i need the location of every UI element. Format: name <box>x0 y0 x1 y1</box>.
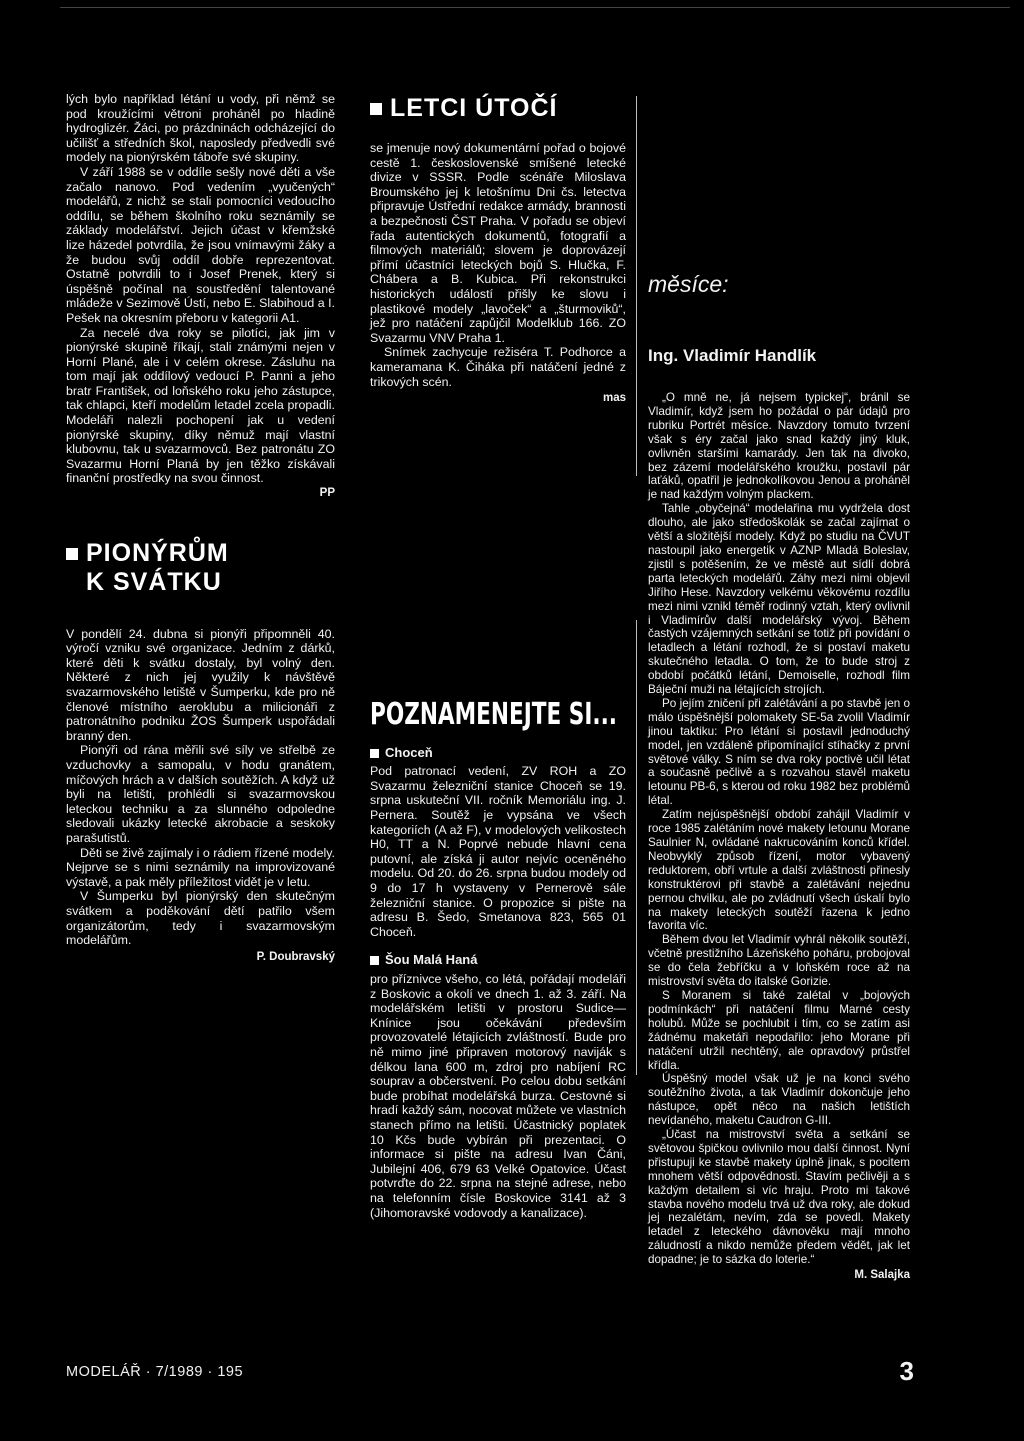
square-bullet-icon <box>66 548 78 560</box>
subheading-chocen <box>370 746 626 761</box>
article-paragraph: S Moranem si také zalétal v „bojových podmínkách“ při natáčení filmu Marné cesty holubů. Může se pochlubit i tím, co se zatím asi žádnému maketáři nepodařilo: jeho Morane při natáčení utržil nechtěný, ale opravdový průstřel křídla. <box>648 988 910 1072</box>
square-bullet-icon <box>370 103 382 115</box>
heading-letci <box>370 94 626 123</box>
article-paragraph: V září 1988 se v oddíle sešly nové děti a vše začalo nanovo. Pod vedením „vyučených“ modelářů, z nichž se stali pomocníci vedoucího oddílu, se během školního roku seznámily se základy modelářství. Jejich účast v křemžské lize házedel potvrdila, že jsou vnímavými žáky a že budou svůj oddíl dobře reprezentovat. Ostatně potvrdili to i Josef Prenek, který si úspěšně počínal na soustředění talentované mládeže v Sezimově Ústí, nebo E. Slabihoud a I. Pešek na okresním přeboru v kategorii A1. <box>66 164 335 325</box>
article-paragraph: Pod patronací vedení, ZV ROH a ZO Svazarmu železniční stanice Choceň se 19. srpna uskuteční VII. ročník Memoriálu ing. J. Pernera. Soutěž je vypsána ve všech kategoriích (A až F), v modelových velikostech H0, TT a N. Poprvé nebude hlavní cena putovní, ale získá ji autor nejvíc oceněného modelu. Od 20. do 26. srpna budou modely od 9 do 17 h vystaveny v Pernerově sále železniční stanice. O propozice si pište na adresu B. Šedo, Smetanova 823, 565 01 Choceň. <box>370 764 626 939</box>
signature-doubravsky: P. Doubravský <box>256 950 335 963</box>
article-paragraph: V pondělí 24. dubna si pionýři připomněli 40. výročí vzniku své organizace. Jedním z dárků, které děti k svátku dostaly, byl volný den. Některé z nich jej využily k návštěvě svazarmovského letiště v Šumperku, kde pro ně členové místního aeroklubu a milicionáři z patronátního podniku ŽOS Šumperk uspořádali branný den. <box>66 626 335 743</box>
top-rule <box>60 7 1010 8</box>
column-3 <box>648 270 910 1283</box>
portrait-name: Ing. Vladimír Handlík <box>648 346 817 365</box>
article-paragraph: Během dvou let Vladimír vyhrál několik soutěží, včetně prestižního Lázeňského poháru, probojoval se do čela žebříčku a v loňském roce až na mistrovství světa do italské Gorizie. <box>648 933 910 989</box>
article-paragraph: Tahle „obyčejná“ modelařina mu vydržela dost dlouho, ale jako středoškolák se začal zajímat o větší a složitější modely. Když po studiu na ČVUT nastoupil jako energetik v AZNP Mladá Boleslav, zjistil s potěšením, že ve městě aut sídlí dobrá parta leteckých modelářů. Záhy mezi nimi objevil Jiřího Hese. Navzdory velkému věkovému rozdílu mezi nimi vznikl téměř rodinný vztah, který ovlivnil i Vladimírův další modelářský vývoj. Během častých vzájemných setkání se totiž při povídání o letadlech a létání rozhodl, že si postaví maketu skutečného letadla. O tom, že to bude stroj z období počátků létání, Demoiselle, rozhodl film Báječní muži na létajících strojích. <box>648 502 910 697</box>
footer-magazine-info: MODELÁŘ · 7/1989 · 195 <box>66 1364 244 1380</box>
square-bullet-icon <box>370 956 379 965</box>
column-1 <box>66 92 335 964</box>
article-paragraph: Po jejím zničení při zalétávání a po stavbě jen o málo úspěšnější polomakety SE-5a zvolil Vladimír jinou taktiku: Pro létání si postavil jednoduchý model, jen vzdáleně připomínající stíhačky z první světové války. S ním se dva roky poctivě učil létat a současně pečlivě a s rozvahou stavěl maketu letounu PB-6, s kterou od roku 1982 bez problémů létal. <box>648 696 910 808</box>
heading-pionyrum <box>66 539 335 597</box>
column-2 <box>370 94 626 1220</box>
article-paragraph: Zatím nejúspěšnější období zahájil Vladimír v roce 1985 zalétáním nové makety letounu Morane Saulnier N, ovládané nakrucováním konců křídel. Neobvyklý způsob řízení, motor vybavený reduktorem, obří vrtule a další zvláštnosti přinesly konstruktérovi při stavbě a zalétávání nejednu pernou chvilku, ale po zvládnutí všech úskalí bylo na makety leteckých soutěží řazena k jedno favorita víc. <box>648 808 910 933</box>
article-paragraph: Úspěšný model však už je na konci svého soutěžního života, a tak Vladimír dokončuje jeho nástupce, opět něco na našich letištích nevídaného, maketu Caudron G-III. <box>648 1072 910 1128</box>
article-paragraph: „Účast na mistrovství světa a setkání se světovou špičkou ovlivnilo mou další činnost. Nyní přistupuji ke stavbě makety úplně jinak, s pocitem mnohem větší odpovědnosti. Stavím pečlivěji a s každým detailem si víc hraju. Proto mi takové stavba nového modelu trvá už dva roky, ale dokud jej nezalétám, nevím, zda se povedl. Makety letadel z leteckého dávnověku mají mnoho záludností a nikdo nemůže předem vědět, jak let dopadne; je to sázka do loterie.“ <box>648 1128 910 1267</box>
article-paragraph: Pionýři od rána měřili své síly ve střelbě ze vzduchovky a samopalu, v hodu granátem, míčových hrách a v dalších soutěžích. A když už byli na letišti, prohlédli si svazarmovskou leteckou techniku a za slunného odpoledne sledovali ukázky letecké akrobacie a seskoky parašutistů. <box>66 743 335 845</box>
column-divider <box>636 620 637 1075</box>
article-paragraph: „O mně ne, já nejsem typickej“, bránil se Vladimír, když jsem ho požádal o pár údajů pro rubriku Portrét měsíce. Navzdory tomuto tvrzení však s éry začal jako snad každý jiný kluk, ovlivněn staršími kamarády. Jen tak na divoko, bez zázemí modelářského kroužku, postavil pár laťáků, opatřil je jednokolíkovou Jenou a proháněl je nad každým volným plackem. <box>648 391 910 502</box>
heading-letci-text: LETCI ÚTOČÍ <box>390 94 558 122</box>
heading-poznamenejte: POZNAMENEJTE SI... <box>370 696 617 732</box>
article-paragraph: Za necelé dva roky se pilotíci, jak jim v pionýrské skupině říkají, stali známými nejen v Horní Plané, ale i v celém okrese. Zásluhu na tom mají jak oddílový vedoucí P. Panni a jeho bratr František, od loňského roku jeho zástupce, tak chlapci, kteří modelům letadel zcela propadli. Modeláři nalezli pochopení jak u vedení pionýrské skupiny, díky němuž mají vlastní klubovnu, tak u svazarmovců. Bez patronátu ZO Svazarmu Horní Planá by jen těžko získávali finanční prostředky na svou činnost. <box>66 325 335 486</box>
signature-mas: mas <box>602 392 626 405</box>
signature-pp: PP <box>319 487 335 500</box>
heading-line-1: PIONÝRŮM <box>86 538 229 567</box>
column-divider <box>636 96 637 476</box>
article-paragraph: Snímek zachycuje režiséra T. Podhorce a kameramana K. Čiháka při natáčení jedné z trikových scén. <box>370 345 626 389</box>
subheading-sou-text: Šou Malá Haná <box>385 952 478 968</box>
photo-area <box>370 406 626 698</box>
subheading-chocen-text: Choceň <box>385 744 433 760</box>
kicker-mesice: měsíce: <box>648 271 729 297</box>
page-number: 3 <box>899 1356 914 1386</box>
article-paragraph: V Šumperku byl pionýrský den skutečným svátkem a poděkování dětí patřilo všem organizátorům, tedy i svazarmovským modelářům. <box>66 889 335 948</box>
square-bullet-icon <box>370 749 379 758</box>
article-paragraph: lých bylo například létání u vody, při němž se pod kroužícími větroni proháněl po hladině hydroglizér. Žáci, po prázdninách odcházející do učilišť a středních škol, naposledy předvedli své modely na pionýrském táboře své skupiny. <box>66 92 335 165</box>
article-paragraph: pro příznivce všeho, co létá, pořádají modeláři z Boskovic a okolí ve dnech 1. až 3. září. Na modelářském letišti v prostoru Sudice—Knínice jsou očekávání především provozovatelé létajících zvláštností. Bude pro ně mimo jiné připraven motorový naviják s délkou lana 600 m, zdroj pro nabíjení RC souprav a občerstvení. Po celou dobu setkání bude probíhat modelářská burza. Cestovné si hradí každý sám, nocovat můžete ve vlastních stanech přímo na letišti. Účastnický poplatek 10 Kčs bude vybírán při prezentaci. O informace si pište na adresu Ivan Čáni, Jubilejní 406, 679 63 Velké Opatovice. Účast potvrďte do 22. srpna na stejné adrese, nebo na telefonním čísle Boskovice 3141 až 3 (Jihomoravské vodovody a kanalizace). <box>370 972 626 1220</box>
article-paragraph: se jmenuje nový dokumentární pořad o bojové cestě 1. československé smíšené letecké divize v SSSR. Podle scénáře Miloslava Broumského jej k letošnímu Dni čs. letectva připravuje Ústřední redakce armády, brannosti a bezpečnosti ČST Praha. V pořadu se objeví řada autentických dokumentů, fotografií a filmových materiálů; slovem je doprovázejí přímí účastníci leteckých bojů S. Hlučka, F. Chábera a B. Kubica. Při rekonstrukci historických událostí přišly ke slovu i plastikové modely „lavoček“ a „šturmoviků“, jež pro natáčení zapůjčil Modelklub 166. ZO Svazarmu VNV Praha 1. <box>370 141 626 345</box>
article-paragraph: Děti se živě zajímaly i o rádiem řízené modely. Nejprve se s nimi seznámily na improvizované výstavě, a pak měly příležitost vidět je v letu. <box>66 845 335 889</box>
subheading-sou <box>370 953 626 968</box>
heading-line-2: K SVÁTKU <box>86 567 222 596</box>
signature-salajka: M. Salajka <box>854 1269 910 1282</box>
